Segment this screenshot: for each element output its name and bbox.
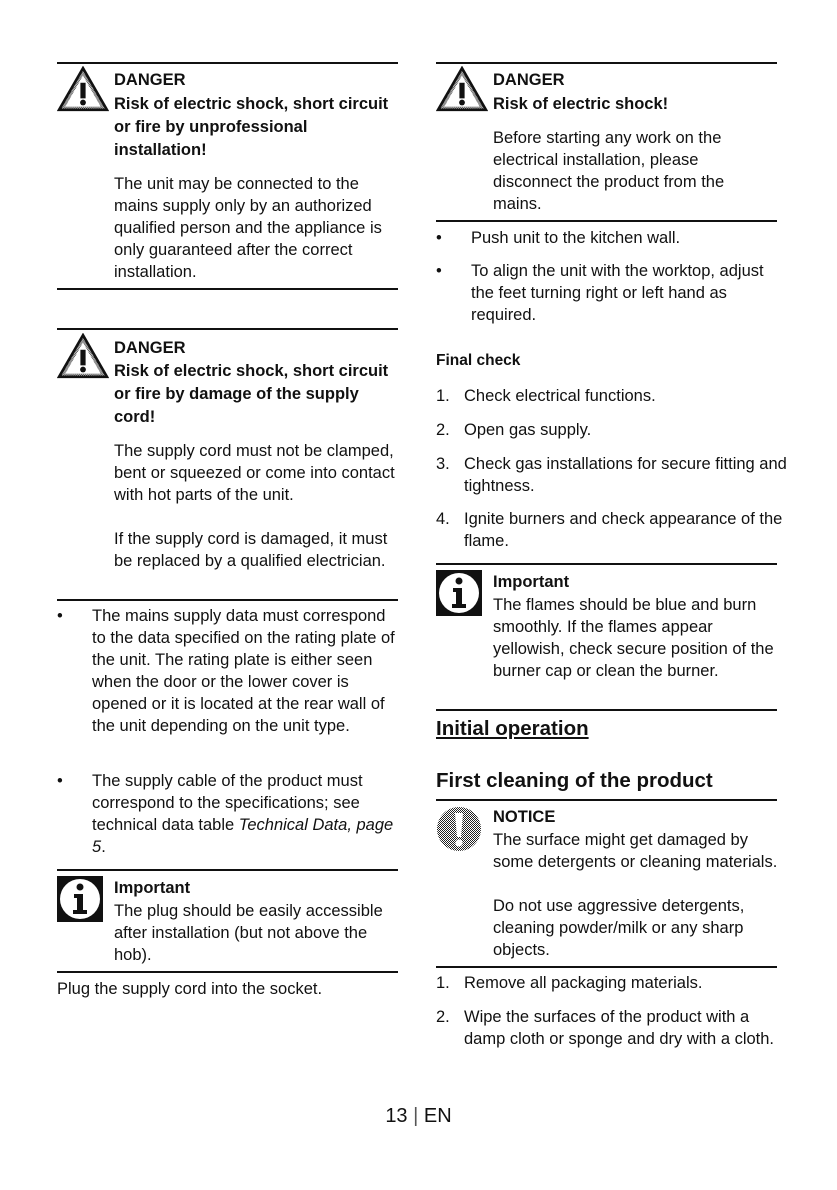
bullet-icon: •: [436, 262, 442, 280]
divider: [57, 62, 398, 64]
danger-title: Risk of electric shock!: [493, 95, 669, 113]
divider: [57, 599, 398, 601]
section-heading: Final check: [436, 352, 521, 369]
cross-reference-link[interactable]: Technical Data, page 5: [92, 816, 394, 856]
divider: [57, 328, 398, 330]
danger-body: The unit may be connected to the mains supply only by an authorized qualified person and the appliance is only guaranteed after the correct installation.: [114, 175, 382, 281]
notice-exclamation-icon: [436, 806, 482, 852]
section-title: Initial operation: [436, 717, 589, 740]
danger-label: DANGER: [114, 71, 186, 89]
divider: [57, 971, 398, 973]
divider: [436, 62, 777, 64]
instruction-text: Plug the supply cord into the socket.: [57, 980, 323, 998]
danger-body: The supply cord must not be clamped, bent or squeezed or come into contact with hot parts of the unit.: [114, 442, 395, 504]
language-code: EN: [423, 1105, 452, 1127]
danger-label: DANGER: [114, 339, 186, 357]
divider: [57, 869, 398, 871]
warning-triangle-icon: [57, 333, 109, 379]
notice-body: Do not use aggressive detergents, cleaning powder/milk or any sharp objects.: [493, 897, 745, 959]
page-number: 13: [385, 1105, 408, 1127]
page-footer: [0, 1103, 837, 1129]
footer-separator: |: [413, 1105, 419, 1127]
bullet-icon: •: [57, 772, 63, 790]
section-title: First cleaning of the product: [436, 769, 713, 792]
divider: [436, 709, 777, 711]
manual-page: DANGER Risk of electric shock, short circuit or fire by unprofessional installation! The unit may be connected to the mains supply only by an authorized qualified person and the appliance is only guaranteed after the correct installation. DANGER Risk of electric shock, short circuit or fire by damage of the supply cord! The supply cord must not be clamped, bent or squeezed or come into contact with hot parts of the unit. If the supply cord is damaged, it must be replaced by a qualified electrician. • The mains supply data must correspond to the data specified on the rating plate of the unit. The rating plate is either seen when the door or the lower cover is opened or it is located at the rear wall of the unit depending on the unit type. • The supply cable of the product must correspond to the specifications; see technical data table Technical Data, page 5. Important The plug should be easily accessible after installation (but not above the hob). Plug the supply cord into the socket. DANGER Risk of electric shock! Before starting any work on the electrical installation, please disconnect the product from the mains. • Push unit to the kitchen wall. • To align the unit with the worktop, adjust the feet turning right or left hand as required. Final check 1. Check electrical functions. 2. Open gas supply. 3. Check gas installations for secure fitting and tightness. 4. Ignite burners and check appearance of the flame. Important The flames should be blue and burn smoothly. If the flames appear yellowish, check secure position of the burner cap or clean the burner. Initial operation First cleaning of the product NOTICE The surface might get damaged by some detergents or cleaning materials. Do not use aggressive detergents, cleaning powder/milk or any sharp objects. 1. Remove all packaging materials. 2. Wipe the surfaces of the product with a damp cloth or sponge and dry with a cloth. 13 | EN: [0, 0, 837, 1190]
important-body: The flames should be blue and burn smoothly. If the flames appear yellowish, check secure position of the burner cap or clean the burner.: [493, 596, 774, 680]
divider: [436, 966, 777, 968]
notice-body: The surface might get damaged by some detergents or cleaning materials.: [493, 831, 778, 871]
important-body: The plug should be easily accessible after installation (but not above the hob).: [114, 902, 383, 964]
warning-triangle-icon: [436, 66, 488, 112]
important-label: Important: [114, 879, 191, 897]
important-label: Important: [493, 573, 570, 591]
notice-label: NOTICE: [493, 808, 556, 826]
warning-triangle-icon: [57, 66, 109, 112]
danger-label: DANGER: [493, 71, 565, 89]
divider: [436, 220, 777, 222]
bullet-icon: •: [436, 229, 442, 247]
info-icon: [57, 876, 103, 922]
danger-body: If the supply cord is damaged, it must be replaced by a qualified electrician.: [114, 530, 388, 570]
info-icon: [436, 570, 482, 616]
danger-body: Before starting any work on the electrical installation, please disconnect the product from the mains.: [493, 129, 725, 213]
divider: [436, 799, 777, 801]
divider: [57, 288, 398, 290]
divider: [436, 563, 777, 565]
bullet-icon: •: [57, 607, 63, 625]
danger-title: Risk of electric shock, short circuit or fire by damage of the supply cord!: [114, 362, 389, 426]
danger-title: Risk of electric shock, short circuit or fire by unprofessional installation!: [114, 95, 389, 159]
